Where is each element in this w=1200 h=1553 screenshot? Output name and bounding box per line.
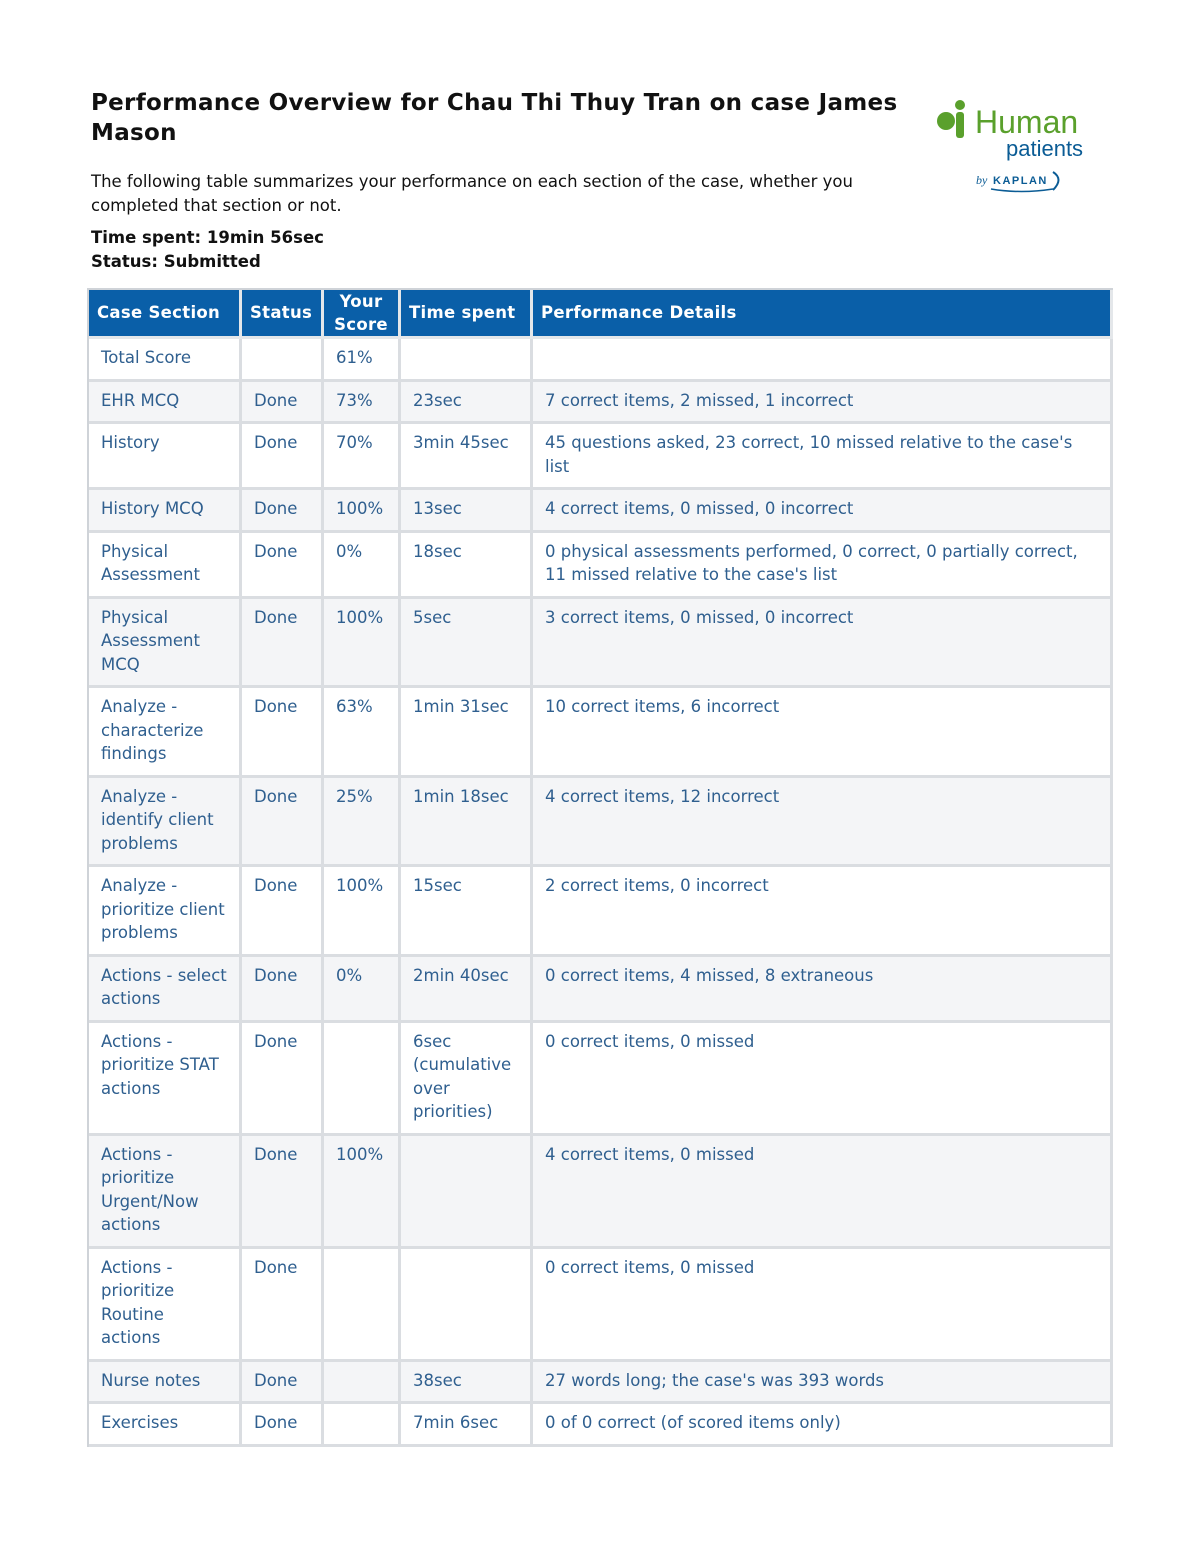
cell-status: Done [242, 1404, 324, 1447]
cell-details [533, 339, 1113, 382]
cell-time [401, 1136, 533, 1249]
cell-time: 13sec [401, 490, 533, 533]
cell-score: 100% [324, 1136, 401, 1249]
cell-status: Done [242, 867, 324, 957]
cell-score [324, 1249, 401, 1362]
cell-time: 1min 31sec [401, 688, 533, 778]
performance-table [87, 288, 1113, 1447]
cell-section: Analyze - identify client problems [89, 778, 242, 868]
cell-status: Done [242, 533, 324, 599]
time-spent-label: Time spent: [91, 228, 202, 247]
table-row [89, 533, 1113, 599]
cell-section: Nurse notes [89, 1362, 242, 1405]
cell-score: 0% [324, 957, 401, 1023]
status-line [91, 250, 324, 274]
logo-word-patients: patients [1006, 136, 1084, 161]
cell-score [324, 1404, 401, 1447]
logo-word-kaplan: KAPLAN [993, 175, 1048, 187]
cell-details: 2 correct items, 0 incorrect [533, 867, 1113, 957]
table-row [89, 424, 1113, 490]
cell-score: 0% [324, 533, 401, 599]
cell-section: Physical Assessment [89, 533, 242, 599]
cell-status: Done [242, 1249, 324, 1362]
cell-score: 100% [324, 490, 401, 533]
table-row [89, 1362, 1113, 1405]
cell-section: Actions - select actions [89, 957, 242, 1023]
column-header-time-spent: Time spent [401, 290, 533, 339]
cell-details: 0 of 0 correct (of scored items only) [533, 1404, 1113, 1447]
cell-section: Analyze - characterize findings [89, 688, 242, 778]
table-row [89, 382, 1113, 425]
cell-status: Done [242, 1023, 324, 1136]
cell-score [324, 1023, 401, 1136]
time-spent-line [91, 226, 324, 250]
cell-score: 100% [324, 599, 401, 689]
intro-text: The following table summarizes your performance on each section of the case, whether you completed that section or not. [91, 172, 853, 215]
cell-score: 73% [324, 382, 401, 425]
cell-time: 2min 40sec [401, 957, 533, 1023]
cell-details: 7 correct items, 2 missed, 1 incorrect [533, 382, 1113, 425]
cell-time [401, 1249, 533, 1362]
cell-score: 25% [324, 778, 401, 868]
cell-details: 0 correct items, 0 missed [533, 1249, 1113, 1362]
cell-section: Actions - prioritize STAT actions [89, 1023, 242, 1136]
cell-details: 45 questions asked, 23 correct, 10 missed relative to the case's list [533, 424, 1113, 490]
summary-block [91, 226, 324, 274]
table-row [89, 778, 1113, 868]
cell-status: Done [242, 1362, 324, 1405]
cell-time: 7min 6sec [401, 1404, 533, 1447]
cell-score: 63% [324, 688, 401, 778]
cell-section: Physical Assessment MCQ [89, 599, 242, 689]
cell-time: 5sec [401, 599, 533, 689]
cell-time: 1min 18sec [401, 778, 533, 868]
table-row [89, 1023, 1113, 1136]
cell-details: 0 physical assessments performed, 0 correct, 0 partially correct, 11 missed relative to the case's list [533, 533, 1113, 599]
column-header-performance-details: Performance Details [533, 290, 1113, 339]
cell-time [401, 339, 533, 382]
cell-time: 18sec [401, 533, 533, 599]
cell-section: EHR MCQ [89, 382, 242, 425]
cell-time: 3min 45sec [401, 424, 533, 490]
time-spent-value: 19min 56sec [206, 228, 324, 247]
cell-score: 100% [324, 867, 401, 957]
cell-section: Total Score [89, 339, 242, 382]
cell-details: 3 correct items, 0 missed, 0 incorrect [533, 599, 1113, 689]
page-title: Performance Overview for Chau Thi Thuy Tran on case James Mason [91, 90, 898, 146]
column-header-your-score: Your Score [324, 290, 401, 339]
cell-section: Actions - prioritize Urgent/Now actions [89, 1136, 242, 1249]
cell-details: 0 correct items, 0 missed [533, 1023, 1113, 1136]
column-header-case-section: Case Section [89, 290, 242, 339]
cell-time: 15sec [401, 867, 533, 957]
cell-score: 61% [324, 339, 401, 382]
cell-section: Analyze - prioritize client problems [89, 867, 242, 957]
table-row [89, 957, 1113, 1023]
cell-time: 38sec [401, 1362, 533, 1405]
cell-section: Actions - prioritize Routine actions [89, 1249, 242, 1362]
cell-status [242, 339, 324, 382]
cell-details: 4 correct items, 0 missed [533, 1136, 1113, 1249]
cell-details: 10 correct items, 6 incorrect [533, 688, 1113, 778]
cell-status: Done [242, 599, 324, 689]
logo-word-human: Human [975, 104, 1079, 140]
cell-status: Done [242, 424, 324, 490]
cell-status: Done [242, 382, 324, 425]
cell-status: Done [242, 957, 324, 1023]
table-row [89, 867, 1113, 957]
table-row [89, 1249, 1113, 1362]
table-row [89, 1404, 1113, 1447]
cell-section: Exercises [89, 1404, 242, 1447]
status-value: Submitted [163, 252, 261, 271]
cell-details: 4 correct items, 12 incorrect [533, 778, 1113, 868]
table-row [89, 1136, 1113, 1249]
cell-status: Done [242, 778, 324, 868]
table-row [89, 688, 1113, 778]
cell-section: History MCQ [89, 490, 242, 533]
cell-details: 0 correct items, 4 missed, 8 extraneous [533, 957, 1113, 1023]
table-row [89, 490, 1113, 533]
table-row [89, 599, 1113, 689]
status-label: Status: [91, 252, 158, 271]
cell-score [324, 1362, 401, 1405]
cell-score: 70% [324, 424, 401, 490]
cell-details: 27 words long; the case's was 393 words [533, 1362, 1113, 1405]
table-header-row [89, 290, 1113, 339]
table-row [89, 339, 1113, 382]
cell-time: 23sec [401, 382, 533, 425]
column-header-status: Status [242, 290, 324, 339]
ihuman-patients-logo [936, 98, 1116, 198]
cell-status: Done [242, 1136, 324, 1249]
cell-section: History [89, 424, 242, 490]
logo-figure-icon [937, 112, 955, 130]
cell-details: 4 correct items, 0 missed, 0 incorrect [533, 490, 1113, 533]
cell-status: Done [242, 688, 324, 778]
cell-status: Done [242, 490, 324, 533]
logo-word-by: by [976, 173, 988, 187]
cell-time: 6sec (cumulative over priorities) [401, 1023, 533, 1136]
